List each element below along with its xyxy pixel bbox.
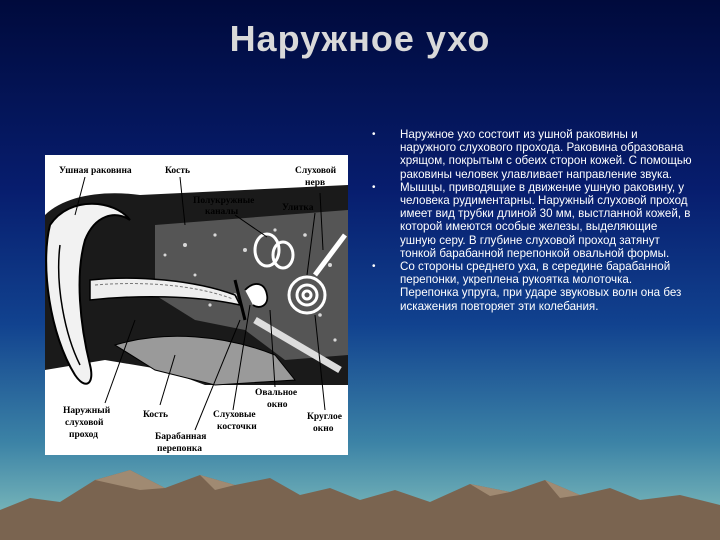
label-ossicles-1: Слуховые: [213, 410, 256, 420]
bullet-item: [372, 128, 692, 181]
bullet-dot-icon: •: [372, 181, 376, 193]
label-oval-window-1: Овальное: [255, 388, 298, 398]
label-ear-canal-2: слуховой: [65, 418, 104, 428]
label-oval-window-2: окно: [267, 400, 288, 410]
label-semicircular-2: каналы: [205, 207, 239, 217]
label-cochlea: Улитка: [282, 203, 314, 213]
label-ossicles-2: косточки: [217, 422, 257, 432]
label-bone-bottom: Кость: [143, 410, 169, 420]
label-round-window-1: Круглое: [307, 412, 342, 422]
bullet-item: [372, 181, 692, 260]
ear-anatomy-figure: [45, 155, 348, 455]
label-auditory-nerve-2: нерв: [305, 178, 326, 188]
ear-diagram: [45, 155, 348, 455]
label-eardrum-1: Барабанная: [155, 432, 207, 442]
mountains-decoration: [0, 440, 720, 540]
bullet-text: Со стороны среднего уха, в середине барабанной перепонки, укреплена рукоятка молоточка. Перепонка упруга, при ударе звуковых волн она без искажения повторяет эти колебания.: [400, 260, 682, 313]
bullet-text: Наружное ухо состоит из ушной раковины и наружного слухового прохода. Раковина образована хрящом, покрытым с обеих сторон кожей. С помощью раковины человек улавливает направление звука.: [400, 128, 692, 181]
label-bone-top: Кость: [165, 166, 191, 176]
label-auditory-nerve-1: Слуховой: [295, 166, 337, 176]
label-eardrum-2: перепонка: [157, 444, 202, 454]
bullet-item: [372, 260, 692, 313]
slide-title: Наружное ухо: [229, 18, 491, 59]
bullet-dot-icon: •: [372, 129, 376, 140]
label-ear-canal-1: Наружный: [63, 406, 111, 416]
label-auricle: Ушная раковина: [59, 166, 132, 176]
label-ear-canal-3: проход: [69, 430, 98, 440]
bullet-text: Мышцы, приводящие в движение ушную раковину, у человека рудиментарны. Наружный слуховой проход имеет вид трубки длиной 30 мм, выстланной кожей, в которой имеются особые железы, выделяющие ушную серу. В глубине слуховой проход затянут тонкой барабанной перепонкой овальной формы.: [400, 180, 691, 260]
bullet-dot-icon: •: [372, 261, 376, 273]
label-semicircular-1: Полукружные: [193, 196, 255, 206]
label-round-window-2: окно: [313, 424, 334, 434]
bullet-list: [372, 128, 692, 313]
